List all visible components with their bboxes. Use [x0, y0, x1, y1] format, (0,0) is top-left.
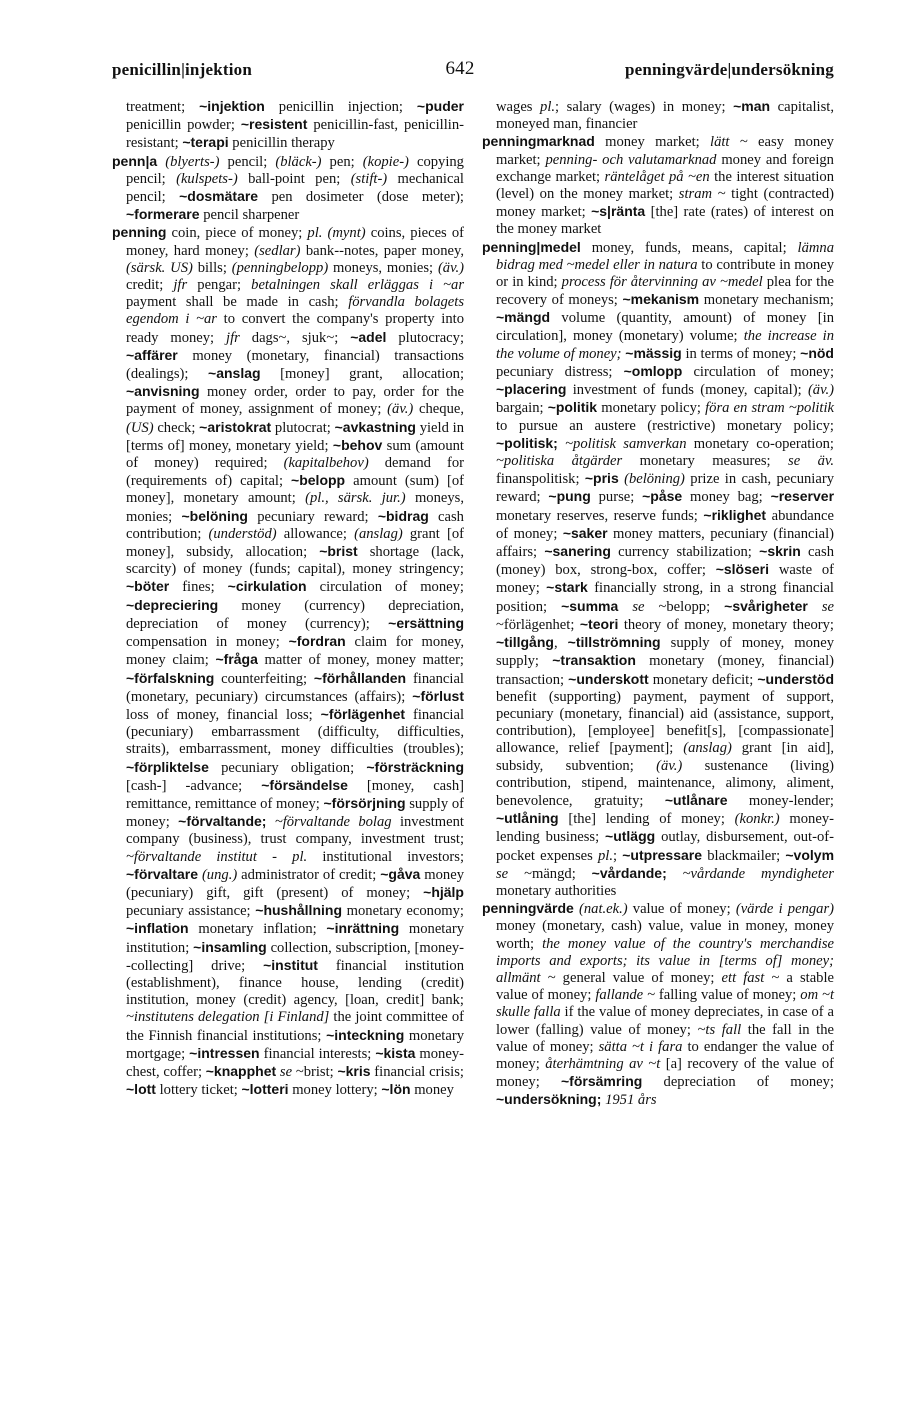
running-head-right: penningvärde|undersökning [624, 60, 834, 79]
right-column [482, 98, 834, 1110]
dictionary-entry: penning|medel money, funds, means, capital; lämna bidrag med ~medel eller in natura to contribute in money or in kind; process för återvinning av ~medel plea for the recovery of moneys; ~mekanism monetary mechanism; ~mängd volume (quantity, amount) of money [in circulation], money (monetary) volume; the increase in the volume of money; ~mässig in terms of money; ~nöd pecuniary distress; ~omlopp circulation of money; ~placering investment of funds (money, capital); (äv.) bargain; ~politik monetary policy; föra en stram ~politik to pursue an austere (restrictive) monetary policy; ~politisk; ~politisk samverkan monetary co-operation; ~politiska åtgärder monetary measures; se äv. finanspolitisk; ~pris (belöning) prize in cash, pecuniary reward; ~pung purse; ~påse money bag; ~reserver monetary reserves, reserve funds; ~riklighet abundance of money; ~saker money matters, pecuniary (financial) affairs; ~sanering currency stabilization; ~skrin cash (money) box, strong-box, coffer; ~slöseri waste of money; ~stark financially strong, in a strong financial position; ~summa se ~belopp; ~svårigheter se ~förlägenhet; ~teori theory of money, monetary theory; ~tillgång, ~tillströmning supply of money, money supply; ~transaktion monetary (money, financial) transaction; ~underskott monetary deficit; ~understöd benefit (supporting) payment, payment of support, pecuniary (monetary, financial) aid (assistance, support, contribution), [employee] benefit[s], [compassionate] allowance, relief [payment]; (anslag) grant [in aid], subsidy, subvention; (äv.) sustenance (living) contribution, stipend, maintenance, alimony, aliment, benevolence, gratuity; ~utlånare money-lender; ~utlåning [the] lending of money; (konkr.) money-lending business; ~utlägg outlay, disbursement, out-of-pocket expenses pl.; ~utpressare blackmailer; ~volym se ~mängd; ~vårdande; ~vårdande myndigheter monetary authorities [482, 238, 835, 899]
dictionary-entry: penning coin, piece of money; pl. (mynt) coins, pieces of money, hard money; (sedlar) bank--notes, paper money, (särsk. US) bills; (penningbelopp) moneys, monies; (äv.) credit; jfr pengar; betalningen skall erläggas i ~ar payment shall be made in cash; förvandla bolagets egendom i ~ar to convert the company's property into ready money; jfr dags~, sjuk~; ~adel plutocracy; ~affärer money (monetary, financial) transactions (dealings); ~anslag [money] grant, allocation; ~anvisning money order, order to pay, order for the payment of money, assignment of money; (äv.) cheque, (US) check; ~aristokrat plutocrat; ~avkastning yield in [terms of] money, monetary yield; ~behov sum (amount of money) required; (kapitalbehov) demand for (requirements of) capital; ~belopp amount (sum) [of money], monetary amount; (pl., särsk. jur.) moneys, monies; ~belöning pecuniary reward; ~bidrag cash contribution; (understöd) allowance; (anslag) grant [of money], subsidy, allocation; ~brist shortage (lack, scarcity) of money (funds; capital), money stringency; ~böter fines; ~cirkulation circulation of money; ~depreciering money (currency) depreciation, depreciation of money (currency); ~ersättning compensation in money; ~fordran claim for money, money claim; ~fråga matter of money, money matter; ~förfalskning counterfeiting; ~förhållanden financial (monetary, pecuniary) circumstances (affairs); ~förlust loss of money, financial loss; ~förlägenhet financial (pecuniary) embarrassment (difficulty, difficulties, straits), embarrassment, money difficulties (troubles); ~förpliktelse pecuniary obligation; ~försträckning [cash-] -advance; ~försändelse [money, cash] remittance, remittance of money; ~försörjning supply of money; ~förvaltande; ~förvaltande bolag investment company (business), trust company, investment trust; ~förvaltande institut - pl. institutional investors; ~förvaltare (ung.) administrator of credit; ~gåva money (pecuniary) gift, gift (present) of money; ~hjälp pecuniary assistance; ~hushållning monetary economy; ~inflation monetary inflation; ~inrättning monetary institution; ~insamling collection, subscription, [money--collecting] drive; ~institut financial institution (establishment), finance house, lending (credit) institution, money (credit) agency, [loan, credit] bank; ~institutens delegation [i Finland] the joint committee of the Finnish financial institutions; ~inteckning monetary mortgage; ~intressen financial interests; ~kista money-chest, coffer; ~knapphet se ~brist; ~kris financial crisis; ~lott lottery ticket; ~lotteri money lottery; ~lön money [112, 224, 465, 1099]
left-column [112, 98, 464, 1099]
dictionary-entry: penningvärde (nat.ek.) value of money; (värde i pengar) money (monetary, cash) value, value in money, money worth; the money value of the country's merchandise imports and exports; its value in [terms of] money; allmänt ~ general value of money; ett fast ~ a stable value of money; fallande ~ falling value of money; om ~t skulle falla if the value of money depreciates, in case of a lower (falling) value of money; ~ts fall the fall in the value of money; sätta ~t i fara to endanger the value of money; återhämtning av ~t [a] recovery of the value of money; ~försämring depreciation of money; ~undersökning; 1951 års [482, 900, 834, 1109]
page-number: 642 [445, 58, 475, 79]
entry-continuation: wages pl.; salary (wages) in money; ~man capitalist, moneyed man, financier [496, 98, 834, 133]
running-head-left: penicillin|injektion [112, 60, 252, 79]
dictionary-entry: penningmarknad money market; lätt ~ easy money market; penning- och valutamarknad money and foreign exchange market; räntelåget på ~en the interest situation (level) on the money market; stram ~ tight (contracted) money market; ~s|ränta [the] rate (rates) of interest on the money market [482, 133, 835, 238]
entry-continuation: treatment; ~injektion penicillin injection; ~puder penicillin powder; ~resistent penicillin-fast, penicillin-resistant; ~terapi penicillin therapy [126, 98, 464, 152]
dictionary-entry: penn|a (blyerts-) pencil; (bläck-) pen; (kopie-) copying pencil; (kulspets-) ball-point pen; (stift-) mechanical pencil; ~dosmätare pen dosimeter (dose meter); ~formerare pencil sharpener [112, 152, 464, 224]
